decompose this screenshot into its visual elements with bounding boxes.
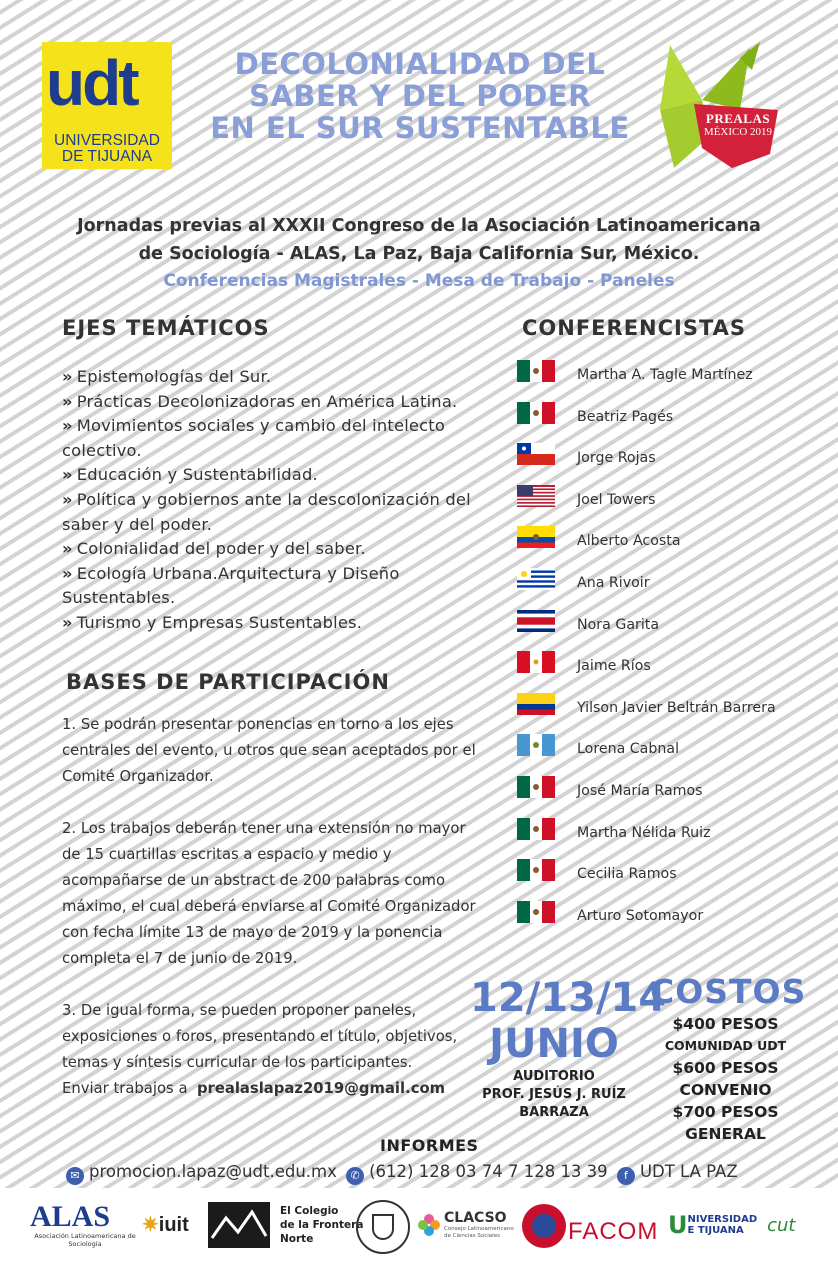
costos-list (648, 1013, 803, 1145)
submission-label: Enviar trabajos a (62, 1080, 188, 1097)
speaker-name: Jorge Rojas (577, 450, 656, 467)
contact-line (66, 1162, 786, 1185)
speaker-item (515, 649, 815, 691)
event-dates (470, 975, 667, 1067)
guatemala-flag-icon (517, 734, 555, 756)
alas-logo (30, 1202, 140, 1248)
prealas-logo-title: PREALAS (705, 111, 771, 126)
mail-icon: ✉ (66, 1167, 84, 1185)
venue-line: PROF. JESÚS J. RUÍZ (482, 1087, 626, 1102)
ejes-tematicos-heading: EJES TEMÁTICOS (62, 316, 270, 340)
speaker-item (515, 524, 815, 566)
event-venue (462, 1068, 646, 1122)
udt-logo-mark: udt (46, 47, 137, 119)
speaker-name: Cecilia Ramos (577, 866, 677, 883)
speaker-item (515, 358, 815, 400)
chile-flag-icon (517, 443, 555, 465)
cut-logo-text: cut (767, 1214, 796, 1236)
alas-logo-sub: Asociación Latinoamericana de (34, 1232, 136, 1240)
main-title-line: DECOLONIALIDAD DEL (234, 47, 606, 81)
venue-line: BARRAZA (519, 1105, 589, 1120)
uabcs-seal-icon (356, 1200, 410, 1254)
colef-logo-text: Norte (280, 1233, 314, 1245)
phone-icon: ✆ (346, 1167, 364, 1185)
colef-logo-text: de la Frontera (280, 1219, 364, 1231)
venue-line: AUDITORIO (513, 1069, 595, 1084)
price-label: CONVENIO (679, 1081, 772, 1099)
price-label: COMUNIDAD UDT (664, 1038, 787, 1053)
list-item: » Colonialidad del poder y del saber. (62, 539, 366, 559)
prealas-logo-subtitle: MÉXICO 2019 (703, 126, 773, 138)
udt-footer-mark-icon: U (668, 1211, 688, 1239)
price: $400 PESOS (672, 1015, 779, 1033)
speaker-item (515, 566, 815, 608)
facom-seal-icon (522, 1204, 566, 1248)
facom-logo-text: FACOM (568, 1218, 659, 1245)
clacso-logo-sub: Consejo Latinoamericano (444, 1226, 514, 1232)
speaker-name: Martha A. Tagle Martínez (577, 367, 753, 383)
speaker-item (515, 691, 815, 733)
speaker-list (515, 358, 815, 940)
chevron-double-right-icon: » (62, 539, 73, 559)
conferencistas-heading: CONFERENCISTAS (522, 316, 747, 340)
speaker-name: Alberto Acosta (577, 533, 681, 550)
chevron-double-right-icon: » (62, 465, 73, 485)
peru-flag-icon (517, 651, 555, 673)
speaker-name: Yilson Javier Beltrán Barrera (577, 699, 776, 716)
speaker-item (515, 441, 815, 483)
iuit-logo (142, 1212, 189, 1237)
contact-facebook-link[interactable]: UDT LA PAZ (639, 1162, 738, 1181)
list-item: » Política y gobiernos ante la descolonización del saber y del poder. (62, 489, 471, 534)
chevron-double-right-icon: » (62, 391, 73, 411)
informes-heading: INFORMES (380, 1136, 479, 1155)
udt-footer-logo (668, 1211, 796, 1239)
speaker-item (515, 857, 815, 899)
list-item: » Movimientos sociales y cambio del intelecto colectivo. (62, 416, 446, 460)
udt-logo-line2: DE TIJUANA (61, 148, 153, 165)
list-item: » Prácticas Decolonizadoras en América Latina. (62, 391, 458, 411)
event-description-line: Jornadas previas al XXXII Congreso de la Asociación Latinoamericana (77, 216, 761, 236)
speaker-name: Nora Garita (577, 616, 660, 633)
origami-dove-icon (640, 40, 790, 170)
speaker-item (515, 816, 815, 858)
bases-paragraph: 3. De igual forma, se pueden proponer paneles, exposiciones o foros, presentando el título, objetivos, temas y síntesis curricular de los participantes. (62, 1002, 458, 1071)
clacso-logo-sub: de Ciencias Sociales (444, 1233, 500, 1239)
chevron-double-right-icon: » (62, 563, 73, 583)
udt-footer-text: NIVERSIDAD (687, 1214, 758, 1225)
chevron-double-right-icon: » (62, 489, 73, 509)
costa-rica-flag-icon (517, 610, 555, 632)
udt-footer-text: E TIJUANA (687, 1225, 744, 1236)
list-item: » Educación y Sustentabilidad. (62, 465, 318, 485)
speaker-name: Martha Nélida Ruiz (577, 824, 711, 841)
list-item: » Turismo y Empresas Sustentables. (62, 612, 363, 632)
mexico-flag-icon (517, 776, 555, 798)
sponsor-logos (0, 1188, 838, 1280)
ejes-list (62, 365, 482, 636)
speaker-item (515, 483, 815, 525)
mexico-flag-icon (517, 818, 555, 840)
costos-heading: COSTOS (650, 972, 807, 1011)
contact-email-link[interactable]: promocion.lapaz@udt.edu.mx (89, 1162, 337, 1181)
prealas-logo (640, 40, 790, 170)
ecuador-flag-icon (517, 526, 555, 548)
star-icon: ✷ (142, 1214, 159, 1236)
mexico-flag-icon (517, 360, 555, 382)
speaker-name: Lorena Cabnal (577, 741, 680, 758)
submission-email-link[interactable]: prealaslapaz2019@gmail.com (196, 1080, 446, 1097)
contact-phone[interactable]: (612) 128 03 74 7 128 13 39 (369, 1162, 608, 1181)
speaker-item (515, 400, 815, 442)
clacso-logo (444, 1210, 514, 1240)
colef-logo (280, 1204, 363, 1246)
facebook-icon: f (617, 1167, 635, 1185)
udt-logo-line1: UNIVERSIDAD (54, 132, 160, 149)
mexico-flag-icon (517, 859, 555, 881)
speaker-name: Beatriz Pagés (577, 408, 674, 425)
speaker-name: Ana Rivoir (577, 574, 650, 591)
speaker-name: Jaime Ríos (577, 658, 651, 675)
price-label: GENERAL (685, 1125, 766, 1143)
speaker-name: José María Ramos (577, 782, 703, 799)
chevron-double-right-icon: » (62, 612, 73, 632)
speaker-item (515, 774, 815, 816)
speaker-item (515, 608, 815, 650)
colombia-flag-icon (517, 693, 555, 715)
main-title-line: SABER Y DEL PODER (249, 79, 591, 113)
alas-logo-sub: Sociología (68, 1240, 102, 1248)
bases-paragraph: 1. Se podrán presentar ponencias en torno a los ejes centrales del evento, u otros que sean aceptados por el Comité Organizador. (62, 716, 476, 785)
event-tagline: Conferencias Magistrales - Mesa de Trabajo - Paneles (163, 271, 675, 291)
list-item: » Epistemologías del Sur. (62, 367, 272, 386)
iuit-logo-text: iuit (158, 1214, 189, 1236)
event-description-line: de Sociología - ALAS, La Paz, Baja California Sur, México. (138, 244, 700, 264)
event-description (40, 212, 798, 268)
clacso-logo-text: CLACSO (444, 1210, 507, 1226)
colef-logo-text: El Colegio (280, 1205, 339, 1217)
colef-emblem-icon (208, 1202, 270, 1248)
submission-line (62, 1076, 482, 1102)
event-days: 12/13/14 (470, 975, 667, 1021)
price: $700 PESOS (672, 1103, 779, 1121)
speaker-item (515, 899, 815, 941)
udt-logo (42, 42, 172, 169)
mexico-flag-icon (517, 901, 555, 923)
bases-heading: BASES DE PARTICIPACIÓN (66, 670, 390, 694)
list-item: » Ecología Urbana.Arquitectura y Diseño Sustentables. (62, 563, 400, 608)
clacso-flower-icon (418, 1214, 440, 1236)
event-month: JUNIO (489, 1021, 619, 1067)
main-title-line: EN EL SUR SUSTENTABLE (210, 111, 630, 145)
bases-paragraph: 2. Los trabajos deberán tener una extensión no mayor de 15 cuartillas escritas a espacio y medio y acompañarse de un abstract de 200 palabras como máximo, el cual deberá enviarse al Comité Organizador con fecha límite 13 de mayo de 2019 y la ponencia completa el 7 de junio de 2019. (62, 820, 476, 967)
usa-flag-icon (517, 485, 555, 507)
price: $600 PESOS (672, 1059, 779, 1077)
uruguay-flag-icon (517, 568, 555, 590)
speaker-name: Arturo Sotomayor (577, 907, 704, 924)
alas-logo-text: ALAS (30, 1200, 111, 1233)
chevron-double-right-icon: » (62, 367, 73, 386)
chevron-double-right-icon: » (62, 416, 73, 436)
mexico-flag-icon (517, 402, 555, 424)
main-title (200, 48, 640, 144)
speaker-name: Joel Towers (577, 491, 656, 508)
bases-text (62, 712, 482, 1102)
speaker-item (515, 732, 815, 774)
